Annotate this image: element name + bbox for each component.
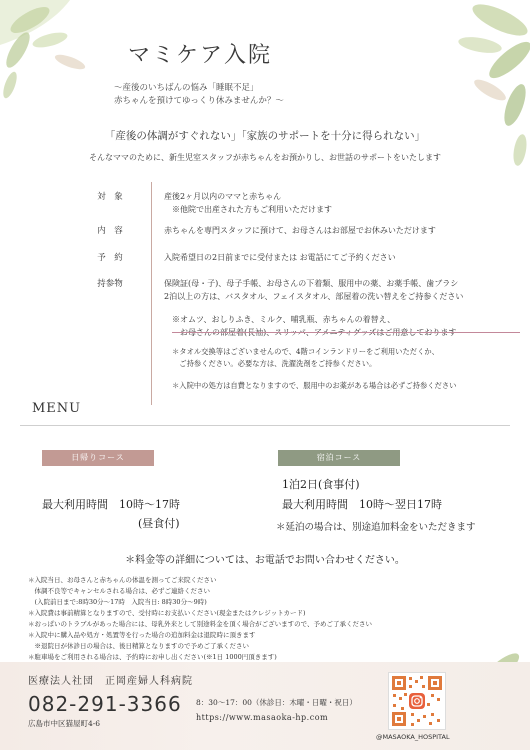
page-subtitle <box>114 82 284 108</box>
price-note: ＊料金等の詳細については、お電話でお問い合わせください。 <box>125 555 405 566</box>
business-hours: 8：30～17：00（休診日：木曜・日曜・祝日） <box>196 698 357 707</box>
value-line: 産後2ヶ月以内のママと赤ちゃん <box>164 192 282 201</box>
value-belongings <box>164 277 463 303</box>
footnote: ＊駐車場をご利用される場合は、予約時にお申し出ください(※1日 1000円頂きます) <box>28 653 277 661</box>
subtitle-line: 赤ちゃんを預けてゆっくり休みませんか？～ <box>114 96 284 106</box>
label-reservation: 予 約 <box>97 253 123 263</box>
website-link[interactable]: https://www.masaoka-hp.com <box>196 713 329 722</box>
footnotes <box>28 575 372 663</box>
menu-divider <box>20 425 510 426</box>
footnote: ＊おっぱいのトラブルがあった場合には、母乳外来として別途料金を頂く場合がございますので、予めご了承ください <box>28 620 373 628</box>
accent-underline <box>172 332 520 333</box>
label-target: 対 象 <box>97 192 123 202</box>
subtitle-line: ～産後のいちばんの悩み「睡眠不足」 <box>114 83 259 93</box>
leaf-decoration-icon <box>0 0 110 110</box>
footnote: ※退院日が休診日の場合は、後日精算となりますので予めご了承ください <box>28 642 249 650</box>
footnote: ＊入院中に購入品や処方・処置等を行った場合の追加料金は退院時に頂きます <box>28 631 256 639</box>
towel-note <box>172 346 439 370</box>
menu-heading: MENU <box>32 401 82 416</box>
page-title: マミケア入院 <box>128 43 273 68</box>
value-target <box>164 190 332 216</box>
address: 広島市中区猫屋町4-6 <box>28 719 101 728</box>
intro-text: そんなママのために、新生児室スタッフが赤ちゃんをお預かりし、お世話のサポートをいたします <box>89 153 441 162</box>
stay-course-nights: 1泊2日(食事付) <box>282 478 360 491</box>
day-course-time: 最大利用時間 10時～17時 <box>42 498 180 511</box>
footnote: ＊入院費は事前精算となりますので、受付時にお支払いください(現金またはクレジットカード) <box>28 609 306 617</box>
leaf-decoration-icon <box>410 0 530 200</box>
provided-items-note <box>172 311 516 341</box>
note-line: ご持参ください。必要な方は、洗濯洗剤をご持参ください。 <box>172 359 377 368</box>
divider-vertical <box>151 182 152 405</box>
value-line: 2泊以上の方は、バスタオル、フェイスタオル、部屋着の洗い替えをご持参ください <box>164 292 464 301</box>
footnote: (入院前日まで:8時30分～17時 入院当日: 8時30分～9時) <box>28 598 207 606</box>
headline: 「産後の体調がすぐれない」「家族のサポートを十分に得られない」 <box>104 130 426 142</box>
label-content: 内 容 <box>97 226 123 236</box>
stay-course-time: 最大利用時間 10時～翌日17時 <box>282 498 442 511</box>
value-reservation: 入院希望日の2日前までに受付または お電話にてご予約ください <box>164 253 396 262</box>
note-line: ＊タオル交換等はございませんので、4階コインランドリーをご利用いただくか、 <box>172 347 439 356</box>
stay-course-badge: 宿泊コース <box>278 450 400 466</box>
day-course-meal: (昼食付) <box>138 517 180 530</box>
label-belongings: 持参物 <box>97 279 123 289</box>
stay-course-extend: ＊延泊の場合は、別途追加料金をいただきます <box>276 522 476 533</box>
hospital-name: 医療法人社団 正岡産婦人科病院 <box>28 676 193 687</box>
day-course-badge: 日帰りコース <box>42 450 154 466</box>
footnote: ＊入院当日、お母さんと赤ちゃんの体温を測ってご来院ください <box>28 576 217 584</box>
provided-line: ※オムツ、おしりふき、ミルク、哺乳瓶、赤ちゃんの着替え、 <box>172 315 396 324</box>
phone-number[interactable]: 082-291-3366 <box>28 692 182 716</box>
medicine-note: ＊入院中の処方は自費となりますので、服用中のお薬がある場合は必ずご持参ください <box>172 381 457 390</box>
instagram-handle[interactable]: @MASAOKA_HOSPITAL <box>376 733 450 741</box>
value-line: ※他院で出産された方もご利用いただけます <box>164 205 332 214</box>
value-content: 赤ちゃんを専門スタッフに預けて、お母さんはお部屋でお休みいただけます <box>164 226 436 235</box>
qr-code-icon[interactable] <box>388 672 446 730</box>
value-line: 保険証(母・子)、母子手帳、お母さんの下着類、服用中の薬、お薬手帳、歯ブラシ <box>164 279 459 288</box>
footnote: 体調不良等でキャンセルされる場合は、必ずご連絡ください <box>28 587 210 595</box>
